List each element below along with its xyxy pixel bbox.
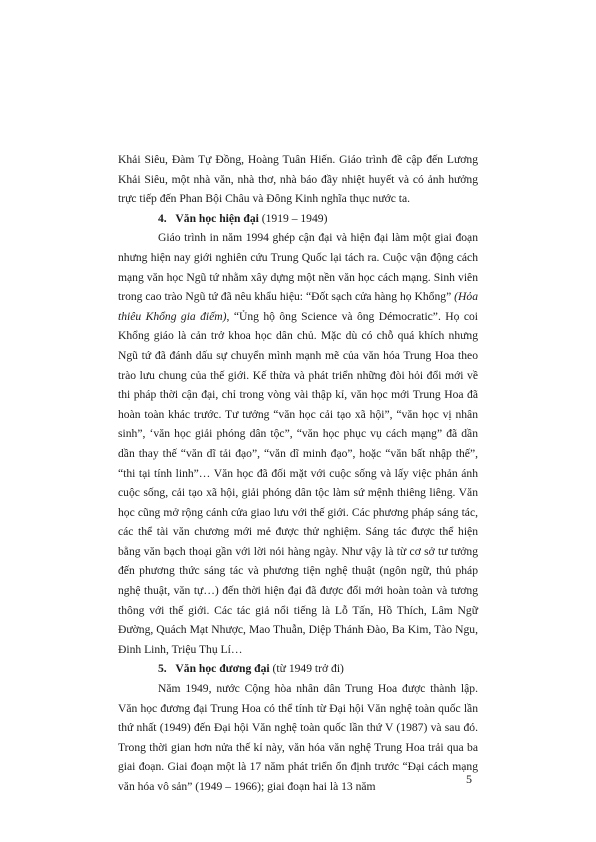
paragraph-modern-literature bbox=[118, 228, 478, 659]
section-number: 4. bbox=[158, 211, 167, 225]
section-number: 5. bbox=[158, 662, 167, 676]
page-body bbox=[118, 150, 478, 797]
section-title: Văn học hiện đại bbox=[175, 211, 259, 225]
section-title: Văn học đương đại bbox=[175, 662, 270, 676]
section-period: (1919 – 1949) bbox=[258, 211, 328, 225]
page-number: 5 bbox=[466, 772, 472, 786]
section-period: (từ 1949 trở đi) bbox=[269, 662, 344, 676]
section-heading-modern bbox=[118, 209, 478, 229]
paragraph-text: , “Ủng hộ ông Science và ông Démocratic”. Họ coi Khổng giáo là cản trở khoa học dân chủ. Mặc dù có chỗ quá khích nhưng Ngũ tứ đã đánh dấu sự chuyển mình mạnh mẽ của văn hóa Trung Hoa theo trào lưu chung của thế giới. Kế thừa và phát triển những đòi hỏi đổi mới về thi pháp thời cận đại, chỉ trong vòng vài thập kỉ, văn học mới Trung Hoa đã hoàn toàn khác trước. Tư tưởng “văn học cải tạo xã hội”, “văn học vị nhân sinh”, ‘văn học giải phóng dân tộc”, “văn học phục vụ cách mạng” đã dần dần thay thế “văn dĩ tải đạo”, “văn dĩ minh đạo”, hoặc “văn bất nhập thế”, “thi tại tính linh”… Văn học đã đối mặt với cuộc sống và lấy việc phản ánh cuộc sống, cải tạo xã hội, giải phóng dân tộc làm sứ mệnh thiêng liêng. Văn học cũng mở rộng cánh cửa giao lưu với thế giới. Các phương pháp sáng tác, các thể tài văn chương mới mẻ được thử nghiệm. Sáng tác được thể hiện bằng văn bạch thoại gần với lời nói hàng ngày. Như vậy là từ cơ sở tư tưởng đến phương thức sáng tác và phương tiện nghệ thuật (ngôn ngữ, thủ pháp nghệ thuật, văn tự…) đến thời hiện đại đã được đổi mới hoàn toàn và tương thông với thế giới. Các tác giả nổi tiếng là Lỗ Tấn, Hồ Thích, Lâm Ngữ Đường, Quách Mạt Nhược, Mao Thuẫn, Diệp Thánh Đào, Ba Kim, Tào Ngu, Đinh Linh, Triệu Thụ Lí… bbox=[118, 309, 478, 656]
section-heading-contemporary bbox=[118, 659, 478, 679]
paragraph-continuation: Khải Siêu, Đàm Tự Đồng, Hoàng Tuân Hiến. Giáo trình đề cập đến Lương Khải Siêu, một nhà văn, nhà thơ, nhà báo đầy nhiệt huyết và có ảnh hưởng trực tiếp đến Phan Bội Châu và Đông Kinh nghĩa thục nước ta. bbox=[118, 153, 478, 206]
paragraph-contemporary-literature: Năm 1949, nước Cộng hòa nhân dân Trung Hoa được thành lập. Văn học đương đại Trung Hoa có thể tính từ Đại hội Văn nghệ toàn quốc lần thứ nhất (1949) đến Đại hội Văn nghệ toàn quốc lần thứ V (1987) và sau đó. Trong thời gian hơn nửa thế kỉ này, văn hóa văn nghệ Trung Hoa trải qua ba giai đoạn. Giai đoạn một là 17 năm phát triển ổn định trước “Đại cách mạng văn hóa vô sản” (1949 – 1966); giai đoạn hai là 13 năm bbox=[118, 682, 478, 793]
italic-text: (Hỏa thiêu Khổng gia điếm) bbox=[118, 290, 478, 323]
paragraph-text: Giáo trình in năm 1994 ghép cận đại và hiện đại làm một giai đoạn nhưng hiện nay giới nghiên cứu Trung Quốc lại tách ra. Cuộc vận động cách mạng văn học Ngũ tứ nhằm xây dựng một nền văn học cách mạng. Sinh viên trong cao trào Ngũ tứ đã nêu khẩu hiệu: “Đốt sạch cửa hàng họ Khổng” bbox=[118, 231, 478, 304]
